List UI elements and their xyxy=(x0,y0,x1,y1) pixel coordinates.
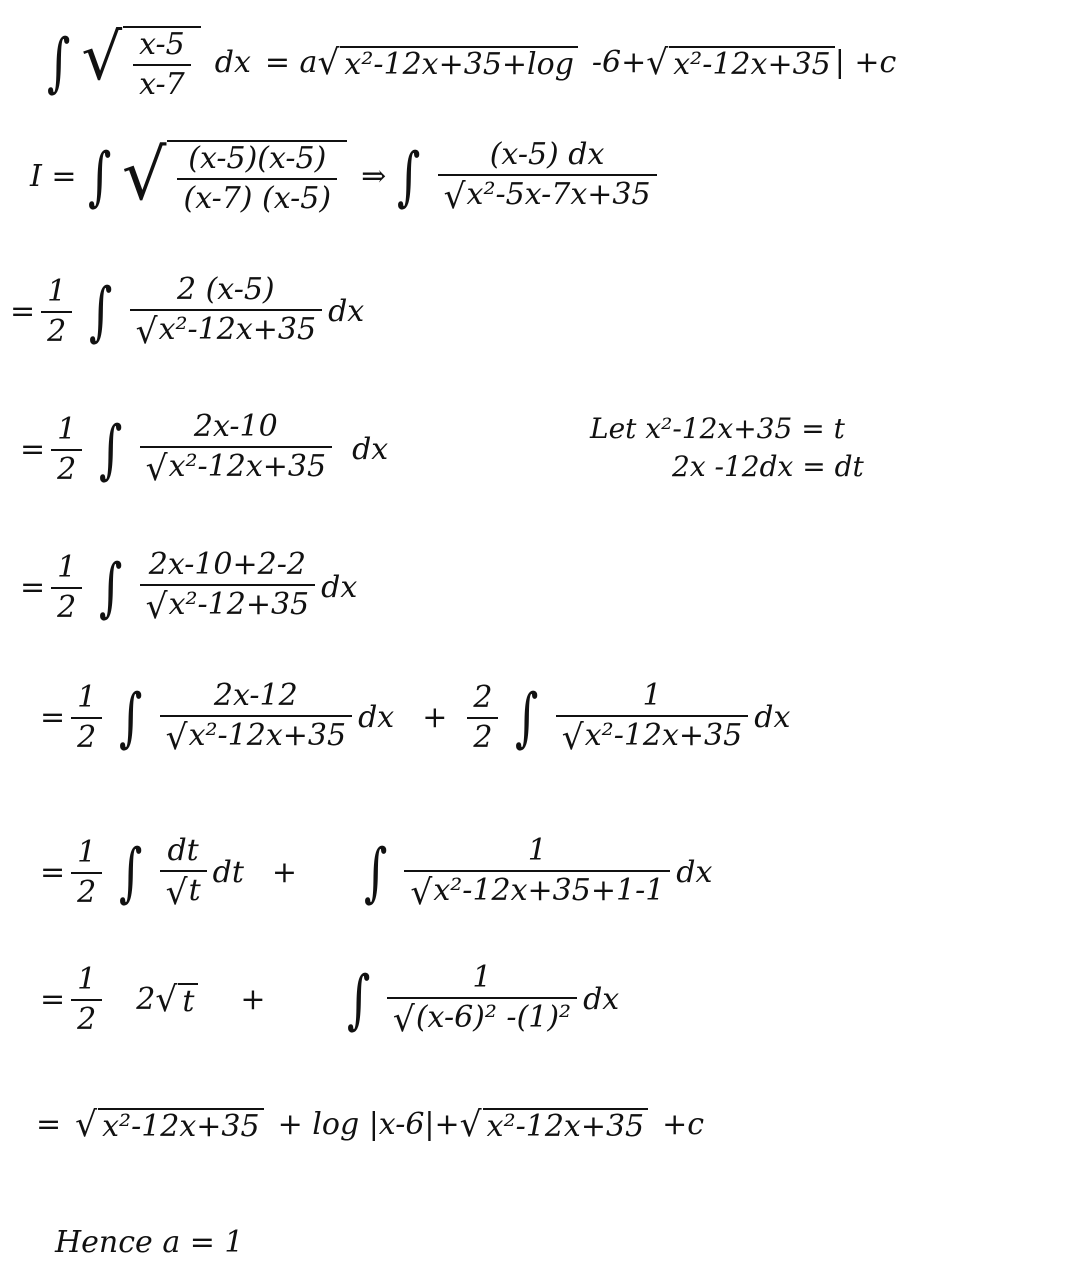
sqrt-content: x²-12x+35 xyxy=(158,311,317,347)
fraction xyxy=(404,832,670,913)
fraction-denominator xyxy=(404,870,670,911)
fraction xyxy=(438,136,657,217)
sqrt-content xyxy=(167,140,347,214)
integral-sign: ∫ xyxy=(364,836,388,910)
fraction-numerator: 2x-12 xyxy=(213,677,298,713)
step-2 xyxy=(10,262,364,362)
fraction-numerator: 1 xyxy=(472,959,492,995)
integral-sign: ∫ xyxy=(47,26,71,100)
sqrt-group xyxy=(165,872,201,913)
sqrt-content: x²-12x+35+1-1 xyxy=(433,872,665,908)
fraction-denominator: 2 xyxy=(41,311,72,347)
fraction-denominator xyxy=(160,870,207,911)
step-5 xyxy=(40,668,790,768)
integral-sign: ∫ xyxy=(99,550,123,625)
fraction xyxy=(133,27,191,102)
coefficient-fraction xyxy=(71,962,102,1037)
fraction-denominator xyxy=(438,174,657,215)
integral-sign: ∫ xyxy=(397,140,421,214)
coefficient-fraction xyxy=(41,274,72,349)
sqrt-group xyxy=(155,979,198,1020)
step-8 xyxy=(36,1085,704,1165)
fraction xyxy=(160,677,352,758)
fraction-numerator: (x-5) dx xyxy=(489,136,605,172)
sqrt-group xyxy=(81,21,200,102)
sqrt-sign: √ xyxy=(443,176,466,217)
sqrt-content: x²-12x+35 xyxy=(584,717,743,753)
sqrt-sign: √ xyxy=(81,21,123,95)
sqrt-sign: √ xyxy=(145,449,168,490)
step-1 xyxy=(30,122,663,232)
sqrt-sign: √ xyxy=(165,717,188,758)
fraction-denominator: (x-7) (x-5) xyxy=(177,178,337,214)
fraction xyxy=(556,677,748,758)
sqrt-group xyxy=(135,311,317,352)
integral-sign: ∫ xyxy=(119,836,143,910)
substitution-note xyxy=(590,410,864,486)
coefficient-fraction xyxy=(71,680,102,755)
sqrt-group xyxy=(392,999,572,1040)
step-3 xyxy=(20,402,388,497)
sqrt-content: t xyxy=(178,983,198,1018)
sqrt-group xyxy=(646,42,834,83)
integral-sign: ∫ xyxy=(99,412,123,487)
sqrt-sign: √ xyxy=(410,872,433,913)
step-6 xyxy=(40,818,712,928)
coefficient-fraction xyxy=(51,549,82,625)
sqrt-group xyxy=(145,449,327,490)
sqrt-content: (x-6)² -(1)² xyxy=(415,999,572,1035)
sqrt-content: x²-12x+35 xyxy=(188,717,347,753)
fraction xyxy=(140,409,332,490)
fraction-numerator: 1 xyxy=(527,832,547,868)
differential: dx xyxy=(321,569,358,605)
sqrt-sign: √ xyxy=(646,42,669,83)
sqrt-group xyxy=(121,134,347,216)
sqrt-group xyxy=(145,587,310,628)
integral-sign: ∫ xyxy=(87,140,111,214)
fraction-denominator xyxy=(556,715,748,756)
equals-sign: = xyxy=(40,855,66,890)
coefficient: 2 xyxy=(136,982,156,1017)
sqrt-sign: √ xyxy=(75,1104,98,1145)
fraction-denominator: 2 xyxy=(71,872,102,908)
fraction-denominator: 2 xyxy=(71,999,102,1035)
sqrt-content: x²-12x+35 xyxy=(168,449,327,485)
sqrt-group xyxy=(410,872,665,913)
fraction-numerator: 2 (x-5) xyxy=(176,271,275,307)
conclusion: Hence a = 1 xyxy=(55,1225,244,1260)
implies-arrow: ⇒ xyxy=(361,159,387,194)
fraction-denominator: x-7 xyxy=(133,64,191,100)
equals-sign: = xyxy=(20,431,46,467)
sqrt-content: x²-12x+35 xyxy=(483,1108,649,1143)
sqrt-sign: √ xyxy=(561,717,584,758)
sqrt-content: x²-12+35 xyxy=(168,587,310,623)
coefficient-fraction xyxy=(467,680,498,755)
fraction-numerator: x-5 xyxy=(139,27,185,62)
equals-sign: = xyxy=(36,1107,62,1142)
fraction xyxy=(130,271,322,352)
coefficient-fraction xyxy=(71,835,102,910)
sqrt-sign: √ xyxy=(145,587,168,628)
fraction-denominator xyxy=(140,584,316,628)
sqrt-group xyxy=(443,176,651,217)
sqrt-group xyxy=(75,1104,263,1145)
sqrt-content: x²-12x+35 xyxy=(669,46,835,81)
fraction-denominator xyxy=(130,309,322,350)
fraction-numerator: 2 xyxy=(473,680,493,715)
fraction xyxy=(177,141,337,216)
sqrt-content: x²-12x+35+log xyxy=(340,46,577,81)
sqrt-content: t xyxy=(188,872,201,908)
sqrt-sign: √ xyxy=(317,42,340,83)
fraction xyxy=(160,832,207,913)
sqrt-sign: √ xyxy=(165,872,188,913)
sqrt-content: x²-5x-7x+35 xyxy=(466,176,651,212)
fraction xyxy=(140,547,316,628)
constant-tail: +c xyxy=(662,1107,705,1142)
constant-tail: | +c xyxy=(834,45,897,80)
fraction-denominator xyxy=(387,997,577,1038)
differential: dx xyxy=(754,700,791,735)
integral-sign: ∫ xyxy=(89,275,113,349)
fraction-numerator: dt xyxy=(167,832,199,868)
abs-part: -6+ xyxy=(591,45,647,80)
fraction-denominator: 2 xyxy=(467,717,498,753)
equals-sign: = xyxy=(40,982,66,1017)
substitution-line-1: Let x²-12x+35 = t xyxy=(590,412,845,445)
fraction-numerator: 1 xyxy=(57,549,77,585)
fraction-numerator: 1 xyxy=(642,677,662,713)
differential: dx xyxy=(583,982,620,1017)
sqrt-sign: √ xyxy=(135,311,158,352)
fraction-denominator xyxy=(160,715,352,756)
sqrt-sign: √ xyxy=(392,999,415,1040)
fraction-denominator: 2 xyxy=(51,449,82,485)
equals-a: = a xyxy=(264,45,318,80)
differential: dx xyxy=(358,700,395,735)
differential: dx xyxy=(676,855,713,890)
fraction-numerator: 1 xyxy=(47,274,67,309)
sqrt-sign: √ xyxy=(155,979,178,1020)
step-7 xyxy=(40,950,619,1050)
fraction-numerator: 2x-10 xyxy=(193,409,278,445)
substitution-line-2: 2x -12dx = dt xyxy=(672,449,864,483)
sqrt-group xyxy=(561,717,743,758)
fraction-numerator: 2x-10+2-2 xyxy=(148,547,306,583)
fraction-numerator: 1 xyxy=(77,680,97,715)
fraction-numerator: (x-5)(x-5) xyxy=(188,141,327,176)
fraction-numerator: 1 xyxy=(57,411,77,447)
fraction xyxy=(387,959,577,1040)
integral-sign: ∫ xyxy=(119,681,143,755)
equals-sign: = xyxy=(40,700,66,735)
sqrt-content xyxy=(123,26,201,100)
differential: dx xyxy=(214,45,251,80)
plus-sign: + xyxy=(422,700,448,735)
step-lhs: I = xyxy=(30,159,77,194)
fraction-denominator xyxy=(140,446,332,490)
sqrt-sign: √ xyxy=(459,1104,482,1145)
sqrt-group xyxy=(317,42,577,83)
problem-statement xyxy=(36,18,896,108)
coefficient-fraction xyxy=(51,411,82,487)
log-term: + log |x-6|+ xyxy=(277,1107,460,1142)
sqrt-group xyxy=(165,717,347,758)
differential: dx xyxy=(352,431,389,467)
plus-sign: + xyxy=(271,855,298,890)
sqrt-content: x²-12x+35 xyxy=(98,1108,264,1143)
integral-sign: ∫ xyxy=(515,681,539,755)
sqrt-sign: √ xyxy=(121,134,167,216)
step-4 xyxy=(20,540,357,635)
equals-sign: = xyxy=(10,294,36,329)
plus-sign: + xyxy=(240,982,266,1017)
fraction-denominator: 2 xyxy=(51,587,82,623)
fraction-numerator: 1 xyxy=(77,962,97,997)
fraction-denominator: 2 xyxy=(71,717,102,753)
fraction-numerator: 1 xyxy=(77,835,97,870)
integral-sign: ∫ xyxy=(346,963,370,1037)
differential: dx xyxy=(328,294,365,329)
sqrt-group xyxy=(459,1104,648,1145)
equals-sign: = xyxy=(20,569,46,605)
differential: dt xyxy=(212,855,244,890)
